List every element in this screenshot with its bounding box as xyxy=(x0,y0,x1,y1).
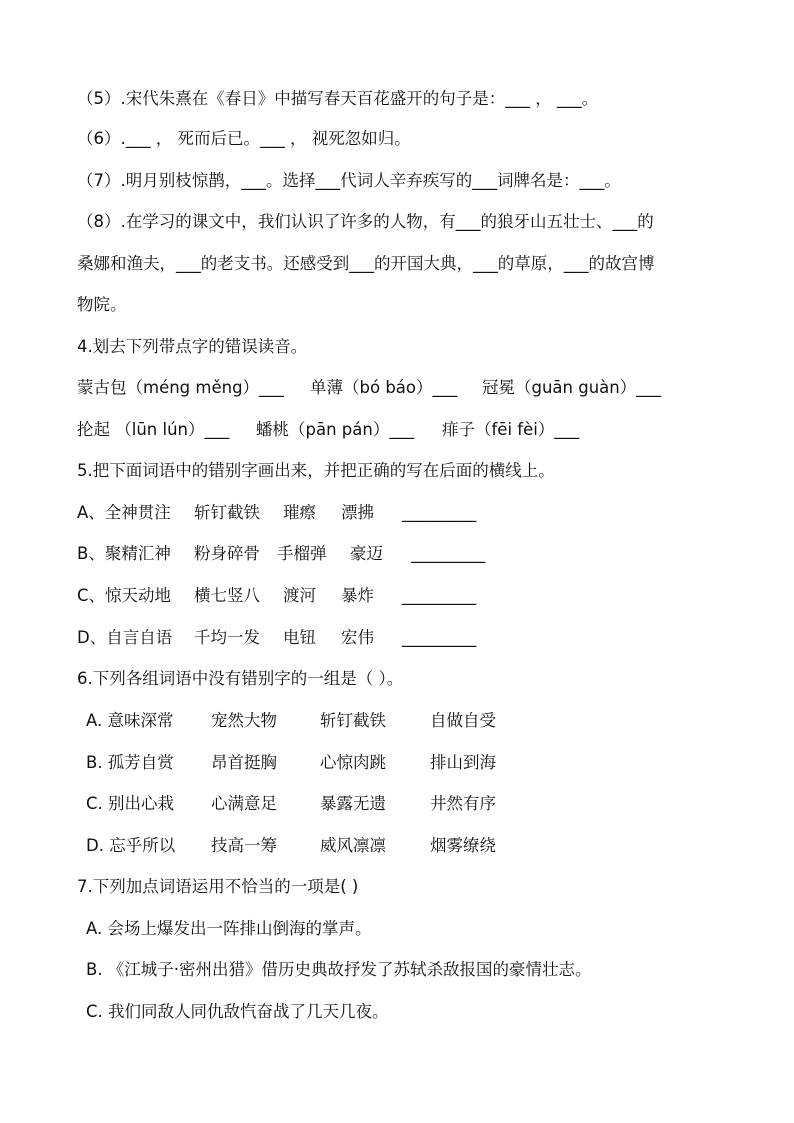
q6-option-b-word4: 排山到海 xyxy=(430,753,496,772)
q7-option-c: C. 我们同敌人同仇敌忾奋战了几天几夜。 xyxy=(86,1002,389,1021)
q5-title: 5.把下面词语中的错别字画出来，并把正确的写在后面的横线上。 xyxy=(77,461,555,480)
q5-row-c-blank: _________ xyxy=(402,586,477,605)
q3-item7: （7）.明月别枝惊鹊，___。选择___代词人辛弃疾写的___词牌名是：___。 xyxy=(77,171,621,190)
q6-option-c-word1: C. 别出心栽 xyxy=(86,794,175,813)
q4-row1-item1: 蒙古包（méng měng）___ xyxy=(77,378,284,397)
q4-title: 4.划去下列带点字的错误读音。 xyxy=(77,337,308,356)
q5-row-c-word2: 横七竖八 xyxy=(194,586,260,605)
q6-option-a-word4: 自做自受 xyxy=(430,711,496,730)
q6-option-b-word2: 昂首挺胸 xyxy=(211,753,277,772)
q5-row-d-blank: _________ xyxy=(402,628,477,647)
q5-row-a-word1: A、全神贯注 xyxy=(77,503,171,522)
q7-option-a: A. 会场上爆发出一阵排山倒海的掌声。 xyxy=(86,919,372,938)
q5-row-b-word2: 粉身碎骨 xyxy=(194,544,260,563)
q6-option-c-word4: 井然有序 xyxy=(430,794,496,813)
q5-row-a-word4: 漂拂 xyxy=(341,503,374,522)
q5-row-b-word4: 豪迈 xyxy=(350,544,383,563)
q3-item5: （5）.宋代朱熹在《春日》中描写春天百花盛开的句子是：___ ， ___。 xyxy=(77,89,599,108)
q4-row2-item1: 抡起 （lūn lún）___ xyxy=(77,420,230,439)
q5-row-c-word1: C、惊天动地 xyxy=(77,586,172,605)
q5-row-d-word2: 千均一发 xyxy=(194,628,260,647)
q6-option-b-word3: 心惊肉跳 xyxy=(320,753,386,772)
q5-row-a-word3: 璀瘵 xyxy=(283,503,316,522)
q6-option-d-word2: 技高一筹 xyxy=(211,836,277,855)
q5-row-b-word3: 手榴弹 xyxy=(277,544,327,563)
q6-option-a-word3: 斩钉截铁 xyxy=(320,711,386,730)
q5-row-d-word4: 宏伟 xyxy=(341,628,374,647)
q3-item6: （6）.___ ， 死而后已。___ ， 视死忽如归。 xyxy=(77,129,411,148)
q5-row-a-word2: 斩钉截铁 xyxy=(194,503,260,522)
q7-title: 7.下列加点词语运用不恰当的一项是( ) xyxy=(77,877,359,896)
q5-row-b-blank: _________ xyxy=(411,544,486,563)
q3-item8-line1: （8）.在学习的课文中，我们认识了许多的人物，有___的狼牙山五壮士、___的 xyxy=(77,212,654,231)
q6-option-c-word3: 暴露无遗 xyxy=(320,794,386,813)
q3-item8-line2: 桑娜和渔夫，___的老支书。还感受到___的开国大典，___的草原，___的故宫博 xyxy=(77,254,655,273)
q7-option-b: B. 《江城子·密州出猎》借历史典故抒发了苏轼杀敌报国的豪情壮志。 xyxy=(86,960,592,979)
q6-option-d-word3: 威风凛凛 xyxy=(320,836,386,855)
q5-row-b-word1: B、聚精汇神 xyxy=(77,544,171,563)
q3-item8-line3: 物院。 xyxy=(77,295,127,314)
q5-row-d-word3: 电钮 xyxy=(283,628,316,647)
q5-row-d-word1: D、自言自语 xyxy=(77,628,173,647)
q5-row-c-word3: 渡河 xyxy=(283,586,316,605)
q4-row2-item2: 蟠桃（pān pán）___ xyxy=(256,420,415,439)
q6-title: 6.下列各组词语中没有错别字的一组是（ ）。 xyxy=(77,669,404,688)
q5-row-a-blank: _________ xyxy=(402,503,477,522)
q6-option-a-word1: A. 意味深常 xyxy=(86,711,174,730)
q6-option-b-word1: B. 孤芳自赏 xyxy=(86,753,174,772)
q4-row1-item3: 冠冕（guān guàn）___ xyxy=(482,378,661,397)
q6-option-d-word1: D. 忘乎所以 xyxy=(86,836,176,855)
q5-row-c-word4: 暴炸 xyxy=(341,586,374,605)
q4-row1-item2: 单薄（bó báo）___ xyxy=(310,378,458,397)
q6-option-c-word2: 心满意足 xyxy=(211,794,277,813)
q4-row2-item3: 痱子（fēi fèi）___ xyxy=(442,420,580,439)
q6-option-d-word4: 烟雾缭绕 xyxy=(430,836,496,855)
q6-option-a-word2: 宠然大物 xyxy=(211,711,277,730)
